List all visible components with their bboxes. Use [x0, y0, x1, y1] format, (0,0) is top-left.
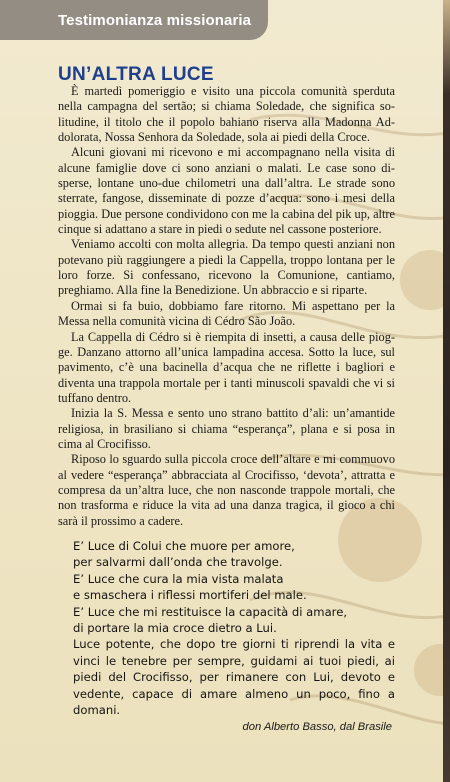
poem-line: E’ Luce che cura la mia vista malata — [73, 571, 284, 586]
page-edge-strip — [443, 0, 450, 782]
poem-closing-lines: Luce potente, che dopo tre giorni ti riprendi la vita e vinci le tenebre per sempre, guidami ai tuoi piedi, ai piedi del Crocifisso, per rimanere con Lui, devoto e vedente, capace di amare almeno un poco, fino a domani. — [73, 637, 395, 718]
author-signature: don Alberto Basso, dal Brasile — [242, 721, 392, 733]
poem-line: E’ Luce di Colui che muore per amore, — [73, 539, 295, 553]
poem-line: E’ Luce che mi restituisce la capacità di amare, — [73, 604, 348, 619]
poem-line: di portare la mia croce dietro a Lui. — [73, 621, 277, 636]
paragraph: Inizia la S. Messa e sento uno strano battito d’ali: un’amantide religiosa, in brasiliano si chiama “esperança”, plana e si posa in cima al Crocifisso. — [58, 406, 395, 451]
article-body — [58, 84, 395, 529]
section-header-label: Testimonianza missionaria — [58, 12, 252, 29]
paragraph: Veniamo accolti con molta allegria. Da tempo questi anziani non potevano più raggiungere a piedi la Cappella, troppo lontana per le loro forze. Si confessano, ricevono la Comunione, cantiamo, preghiamo. Alla fine la Benedizione. Un abbraccio e si riparte. — [58, 237, 395, 298]
paragraph: La Cappella di Cédro si è riempita di insetti, a causa delle piogge. Danzano attorno all’unica lampadina accesa. Sotto la luce, sul pavimento, c’è una bacinella d’acqua che ne riflette i bagliori e diventa una trappola mortale per i tanti minuscoli spavaldi che vi si tuffano dentro. — [58, 329, 395, 405]
article-title: UN’ALTRA LUCE — [58, 64, 214, 85]
poem-line: per salvarmi dall’onda che travolge. — [73, 555, 283, 570]
poem-block — [73, 538, 395, 718]
poem-line: e smaschera i riflessi mortiferi del male. — [73, 588, 307, 603]
paragraph: Alcuni giovani mi ricevono e mi accompagnano nella visita di alcune famiglie dove ci sono anziani o malati. Le case sono disperse, lontane uno-due chilometri una dall’altra. Le strade sono sterrate, fangose, disseminate di pozze d’acqua: sono i mesi della pioggia. Due persone condividono con me la cabina del pik up, altre cinque si adattano a stare in piedi o sedute nel cassone posteriore. — [58, 145, 395, 237]
paragraph: È martedì pomeriggio e visito una piccola comunità sperduta nella campagna del sertão; si chiama Soledade, che significa solitudine, il titolo che il popolo bahiano riserva alla Madonna Addolorata, Nossa Senhora da Soledade, sola ai piedi della Croce. — [58, 84, 395, 145]
paragraph: Ormai si fa buio, dobbiamo fare ritorno. Mi aspettano per la Messa nella comunità vicina di Cédro São João. — [58, 298, 395, 329]
paragraph: Riposo lo sguardo sulla piccola croce dell’altare e mi commuovo al vedere “esperança” abbracciata al Crocifisso, ‘devota’, attratta e compresa da un’altra luce, che non nasconde trappole mortali, che non trasforma e riduce la vita ad una danza tragica, il gioco a chi sarà il prossimo a cadere. — [58, 452, 395, 528]
